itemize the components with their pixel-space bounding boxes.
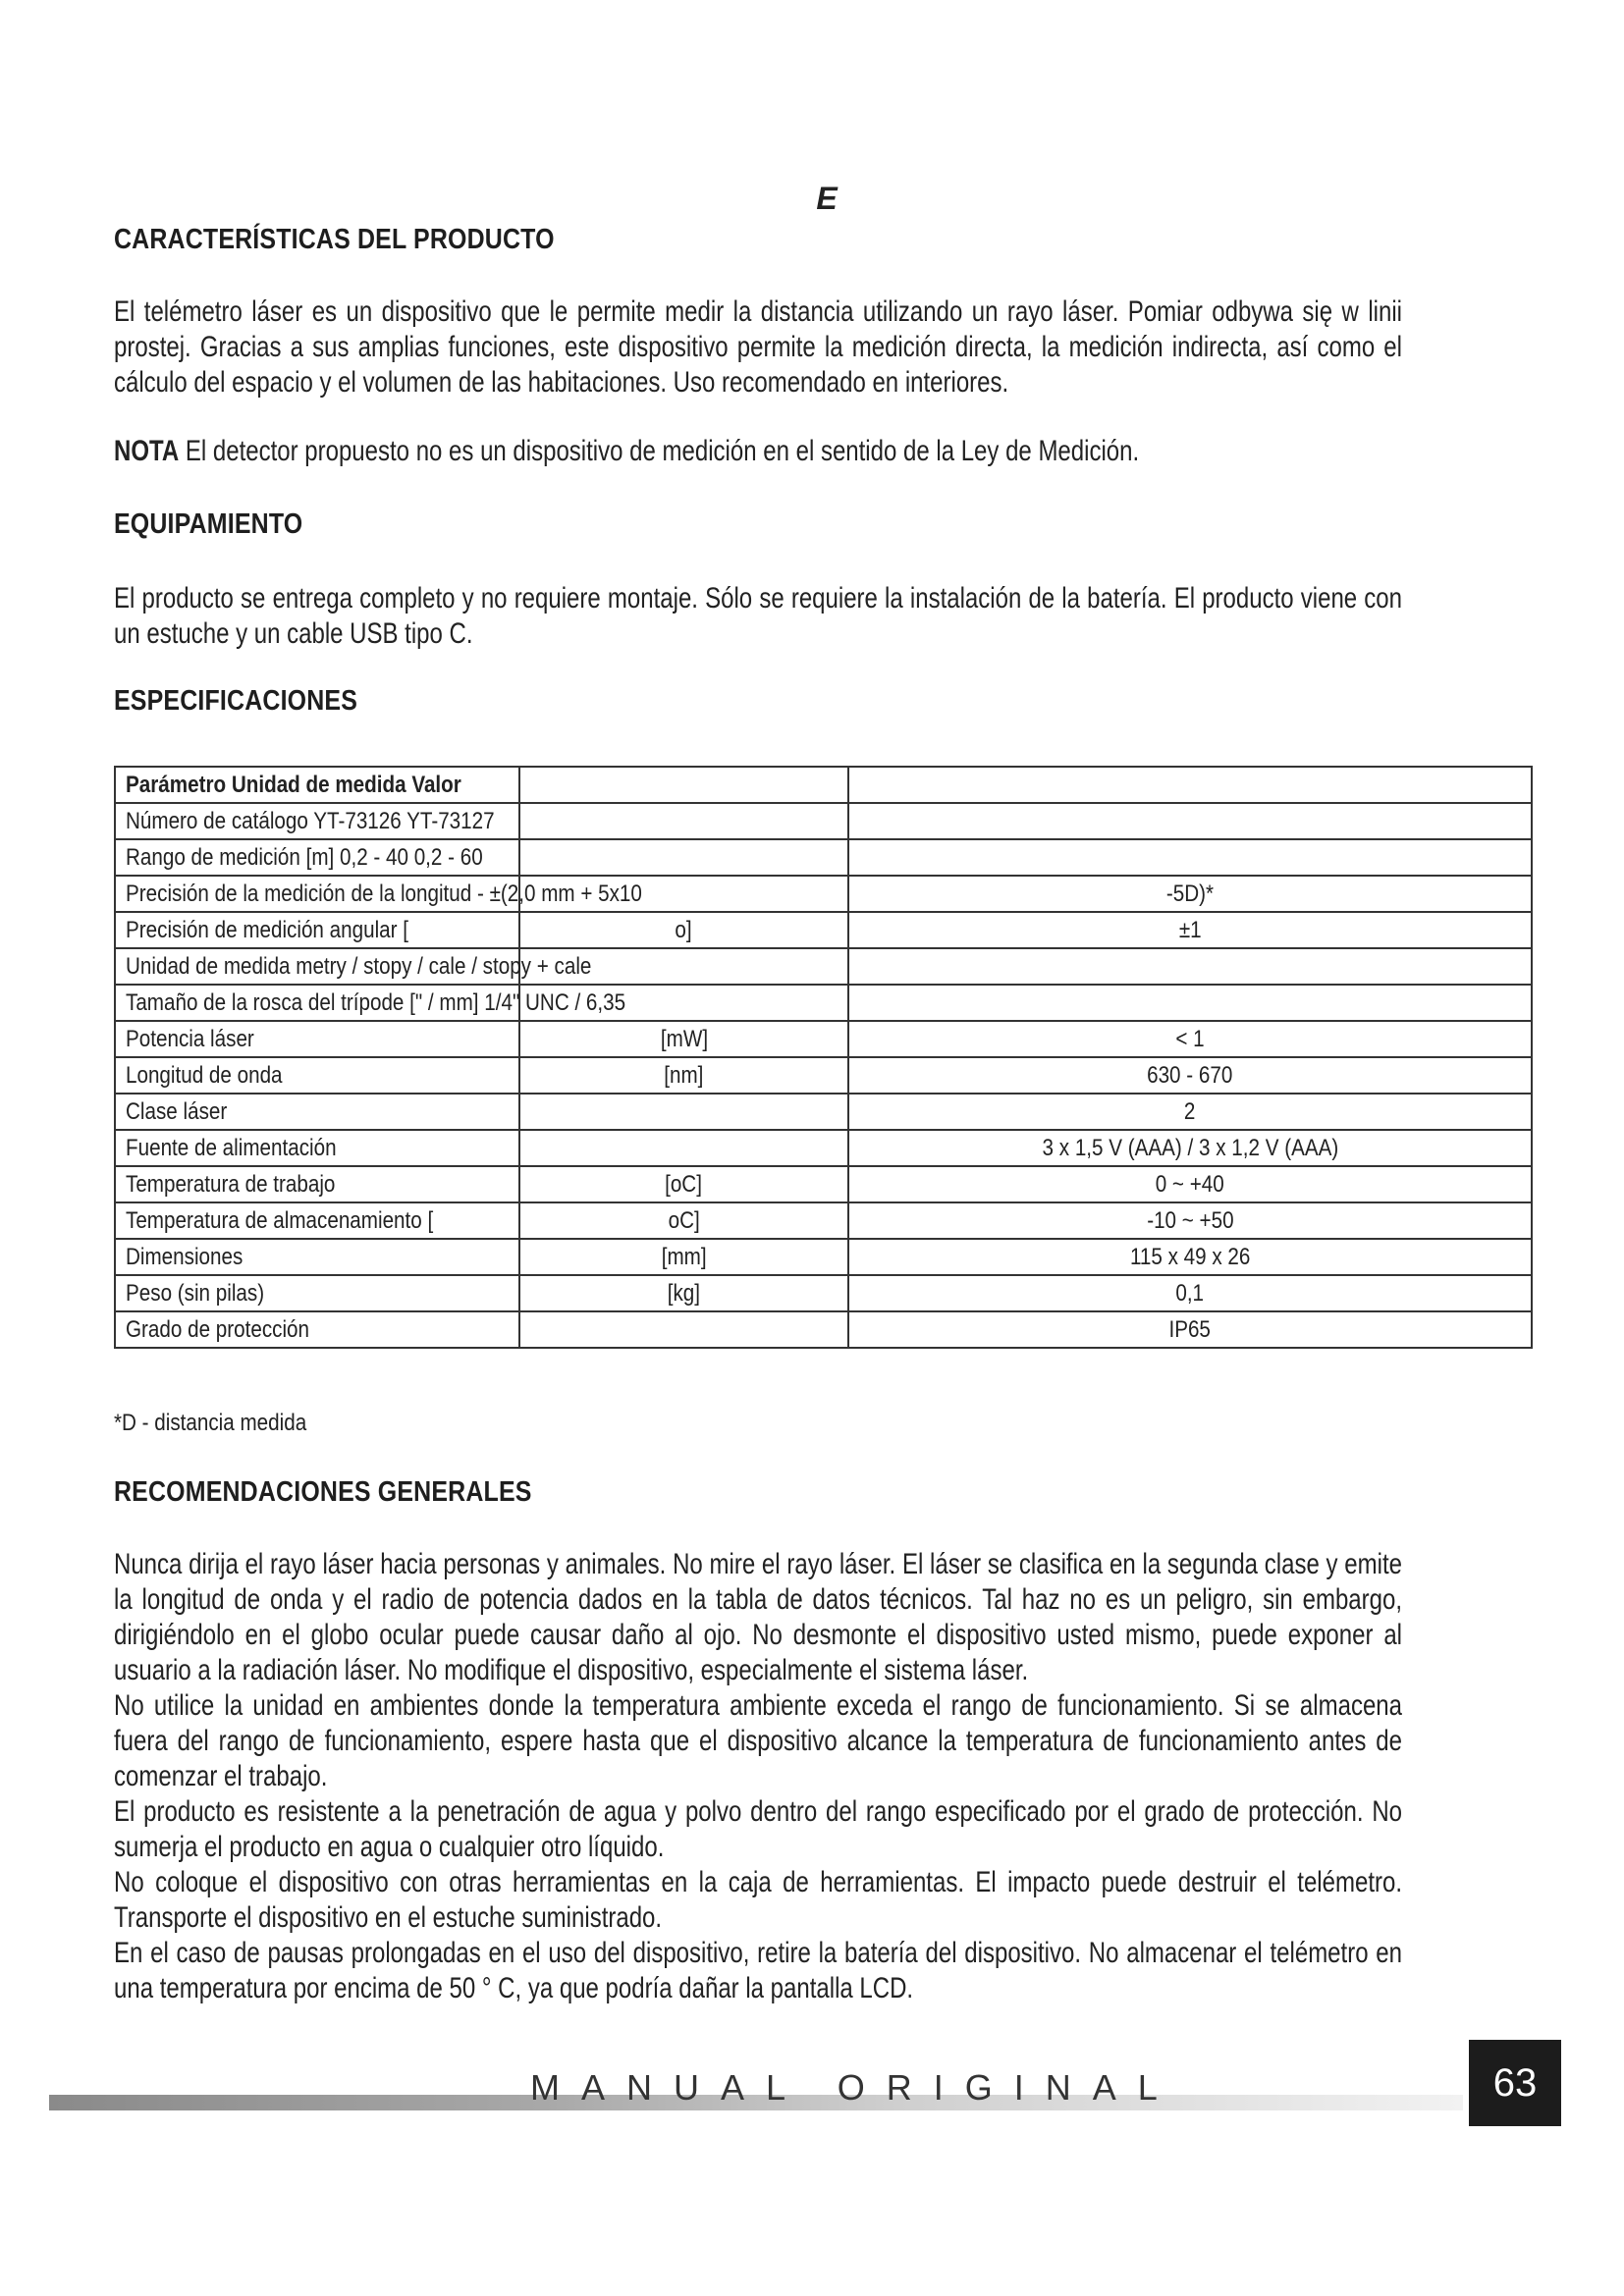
value-text: 0 ~ +40 [1155, 1170, 1225, 1198]
param-cell [115, 1057, 519, 1094]
param-text: Grado de protección [126, 1315, 310, 1343]
value-text: IP65 [1168, 1315, 1212, 1343]
param-text: Precisión de la medición de la longitud - ±(2,0 mm + 5x10 [126, 880, 642, 907]
equipment-paragraph [114, 581, 1402, 652]
value-text: -10 ~ +50 [1146, 1206, 1234, 1234]
value-cell [848, 803, 1532, 839]
unit-cell [519, 1057, 848, 1094]
value-cell [848, 985, 1532, 1021]
recommendation-paragraph: En el caso de pausas prolongadas en el uso del dispositivo, retire la batería del dispositivo. No almacenar el telémetro en una temperatura por encima de 50 ° C, ya que podría dañar la pantalla LCD. [114, 1937, 1402, 2004]
footer-title: MANUAL ORIGINAL [530, 2067, 1179, 2108]
param-cell [115, 1202, 519, 1239]
value-cell [848, 912, 1532, 948]
value-cell [848, 1202, 1532, 1239]
table-row [115, 912, 1532, 948]
param-text: Peso (sin pilas) [126, 1279, 265, 1307]
param-cell [115, 876, 642, 912]
param-cell [115, 1130, 519, 1166]
recommendation-paragraph: No utilice la unidad en ambientes donde la temperatura ambiente exceda el rango de funcionamiento. Si se almacena fuera del rango de funcionamiento, espere hasta que el dispositivo alcance la temperatura de funcionamiento antes de comenzar el trabajo. [114, 1689, 1402, 1792]
unit-cell [519, 839, 848, 876]
features-text: El telémetro láser es un dispositivo que le permite medir la distancia utilizando un rayo láser. Pomiar odbywa się w linii prostej. Gracias a sus amplias funciones, este dispositivo permite la medición directa, la medición indirecta, así como el cálculo del espacio y el volumen de las habitaciones. Uso recomendado en interiores. [114, 295, 1402, 399]
table-row [115, 1094, 1532, 1130]
unit-cell [519, 1202, 848, 1239]
equipment-heading: EQUIPAMIENTO [114, 508, 303, 540]
value-text: 0,1 [1175, 1279, 1205, 1307]
table-row [115, 839, 1532, 876]
unit-cell [519, 1239, 848, 1275]
page-number-box [1469, 2040, 1561, 2126]
value-text: 3 x 1,5 V (AAA) / 3 x 1,2 V (AAA) [1042, 1134, 1338, 1161]
value-text: ±1 [1178, 916, 1202, 943]
param-cell [115, 1021, 519, 1057]
unit-text: [mW] [660, 1025, 708, 1052]
recommendations-text [114, 1547, 1402, 2006]
unit-text: o] [675, 916, 693, 943]
param-cell [115, 985, 626, 1021]
param-text: Rango de medición [m] 0,2 - 40 0,2 - 60 [126, 843, 483, 871]
features-heading: CARACTERÍSTICAS DEL PRODUCTO [114, 224, 555, 255]
table-row [115, 1021, 1532, 1057]
unit-text: [oC] [665, 1170, 703, 1198]
unit-cell [519, 803, 848, 839]
value-cell [848, 1311, 1532, 1348]
value-cell [848, 839, 1532, 876]
unit-cell [519, 1094, 848, 1130]
param-text: Número de catálogo YT-73126 YT-73127 [126, 807, 495, 834]
table-footnote: *D - distancia medida [114, 1410, 307, 1436]
param-cell [115, 1094, 519, 1130]
param-text: Unidad de medida metry / stopy / cale / stopy + cale [126, 952, 592, 980]
page-number: 63 [1492, 2060, 1538, 2105]
value-cell [848, 1239, 1532, 1275]
table-row [115, 1166, 1532, 1202]
recommendation-paragraph: No coloque el dispositivo con otras herramientas en la caja de herramientas. El impacto puede destruir el telémetro. Transporte el dispositivo en el estuche suministrado. [114, 1866, 1402, 1934]
param-text: Parámetro Unidad de medida Valor [126, 771, 461, 798]
param-text: Longitud de onda [126, 1061, 283, 1089]
param-cell [115, 803, 519, 839]
param-cell [115, 1311, 519, 1348]
param-text: Dimensiones [126, 1243, 244, 1270]
unit-cell [519, 912, 848, 948]
recommendations-heading: RECOMENDACIONES GENERALES [114, 1476, 532, 1508]
features-paragraph [114, 294, 1402, 400]
table-row [115, 1275, 1532, 1311]
param-text: Tamaño de la rosca del trípode [" / mm] 1/4" UNC / 6,35 [126, 988, 626, 1016]
value-cell [848, 1275, 1532, 1311]
table-row [115, 985, 1532, 1021]
unit-text: oC] [668, 1206, 700, 1234]
specs-heading: ESPECIFICACIONES [114, 685, 358, 717]
unit-text: [nm] [664, 1061, 704, 1089]
table-row [115, 803, 1532, 839]
value-cell [848, 1094, 1532, 1130]
param-cell [115, 1275, 519, 1311]
value-cell [848, 948, 1532, 985]
value-text: 2 [1184, 1097, 1196, 1125]
param-text: Clase láser [126, 1097, 228, 1125]
param-text: Fuente de alimentación [126, 1134, 337, 1161]
param-text: Temperatura de trabajo [126, 1170, 336, 1198]
table-row [115, 876, 1532, 912]
unit-cell [519, 1311, 848, 1348]
value-cell [848, 1130, 1532, 1166]
value-text: 630 - 670 [1147, 1061, 1233, 1089]
param-text: Precisión de medición angular [ [126, 916, 408, 943]
param-text: Potencia láser [126, 1025, 254, 1052]
specifications-table [114, 766, 1533, 1349]
note-text: El detector propuesto no es un dispositivo de medición en el sentido de la Ley de Medición. [179, 435, 1140, 467]
unit-text: [kg] [667, 1279, 701, 1307]
table-row [115, 948, 1532, 985]
recommendation-paragraph: El producto es resistente a la penetración de agua y polvo dentro del rango especificado por el grado de protección. No sumerja el producto en agua o cualquier otro líquido. [114, 1795, 1402, 1863]
table-row [115, 767, 1532, 803]
value-text: < 1 [1175, 1025, 1205, 1052]
recommendation-paragraph: Nunca dirija el rayo láser hacia personas y animales. No mire el rayo láser. El láser se clasifica en la segunda clase y emite la longitud de onda y el radio de potencia dados en la tabla de datos técnicos. Tal haz no es un peligro, sin embargo, dirigiéndolo en el globo ocular puede causar daño al ojo. No desmonte el dispositivo usted mismo, puede exponer al usuario a la radiación láser. No modifique el dispositivo, especialmente el sistema láser. [114, 1548, 1402, 1686]
param-text: Temperatura de almacenamiento [ [126, 1206, 434, 1234]
table-row [115, 1239, 1532, 1275]
value-cell [848, 1021, 1532, 1057]
value-cell [848, 1166, 1532, 1202]
value-text: -5D)* [1165, 880, 1215, 907]
table-row [115, 1130, 1532, 1166]
note-label: NOTA [114, 435, 180, 467]
unit-cell [519, 1166, 848, 1202]
unit-cell [519, 1130, 848, 1166]
unit-cell [519, 1021, 848, 1057]
unit-cell [519, 1275, 848, 1311]
unit-text: [mm] [661, 1243, 707, 1270]
param-cell [115, 948, 592, 985]
equipment-text: El producto se entrega completo y no requiere montaje. Sólo se requiere la instalación de la batería. El producto viene con un estuche y un cable USB tipo C. [114, 582, 1402, 650]
param-cell [115, 839, 519, 876]
param-cell [115, 1239, 519, 1275]
value-cell [848, 876, 1532, 912]
note-paragraph [114, 434, 1402, 469]
language-marker: E [816, 181, 838, 216]
table-row [115, 1202, 1532, 1239]
unit-cell [519, 767, 848, 803]
value-cell [848, 767, 1532, 803]
value-text: 115 x 49 x 26 [1129, 1243, 1251, 1270]
param-cell [115, 1166, 519, 1202]
param-cell [115, 912, 519, 948]
table-row [115, 1057, 1532, 1094]
value-cell [848, 1057, 1532, 1094]
table-row [115, 1311, 1532, 1348]
param-cell [115, 767, 519, 803]
